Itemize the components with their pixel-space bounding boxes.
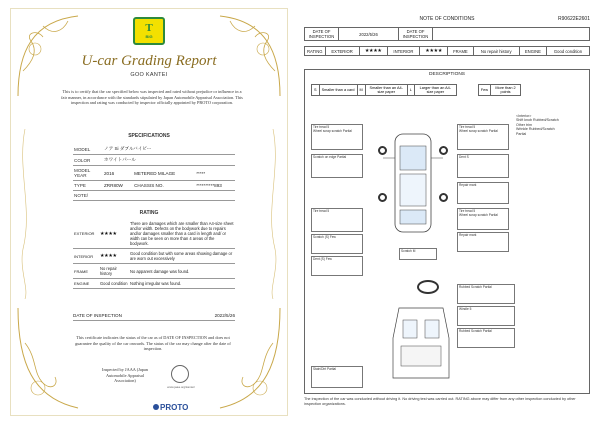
interior-stars: ★★★★ (99, 249, 129, 264)
model-value: ノア Si ダブルバイビー (103, 144, 235, 155)
condition-label: Stain/Dirt Partial (311, 366, 363, 388)
condition-label: Tire tread 5 (311, 208, 363, 232)
report-subtitle: GOO KANTEI (130, 72, 168, 78)
rating-row-exterior (73, 219, 235, 249)
rating-row-frame (73, 264, 235, 279)
date-value-2 (433, 28, 590, 41)
conditions-disclaimer: The inspection of the car was conducted without driving it. No driving test was carried out. RATING above may differ from any other inspection conducted by other inspection organizations. (304, 397, 576, 406)
certificate-note: This certificate indicates the status of the car as of DATE OF INSPECTION and does not guarantee the quality of the car onwards. The status of the car may change after the date of inspection. (75, 335, 231, 352)
condition-label: Scratch (S) Few (311, 234, 363, 254)
interior-stars: ★★★★ (420, 47, 448, 56)
wheel-rear-left-icon (378, 193, 387, 202)
proto-logo (153, 403, 188, 412)
frame-description: No apparent damage was found. (129, 264, 235, 279)
spec-row-model (73, 144, 235, 155)
specifications-heading: SPECIFICATIONS (128, 133, 170, 139)
rating-row-interior (73, 249, 235, 264)
frame-value: No repair history (473, 47, 519, 56)
wheel-front-right-icon (439, 146, 448, 155)
condition-label: Dent (S) Few (311, 256, 363, 276)
wheel-front-left-icon (378, 146, 387, 155)
wheel-rear-right-icon (439, 193, 448, 202)
date-value: 2022/5/26 (339, 28, 399, 41)
year-label: MODEL YEAR (73, 166, 103, 181)
condition-label: Rubbed Scratch Partial (457, 328, 515, 348)
exterior-description: There are damages which are smaller than A4-size sheet and/or width. Defects on the bodywork due to repairs and/or damages smaller than a card in length and/ or width can be seen on more than 4 areas of the bodywork. (129, 219, 235, 249)
inspected-by-text: Inspected by JAAA (Japan Automobile Appraisal Association) (102, 367, 148, 383)
exterior-stars: ★★★★ (359, 47, 387, 56)
condition-label: Rubbed Scratch Partial (457, 284, 515, 304)
color-label: COLOR (73, 155, 103, 166)
legend-code-s: S (312, 85, 320, 96)
condition-label: Scratch M (399, 248, 437, 260)
exterior-label: EXTERIOR (325, 47, 359, 56)
condition-label: Repair mark (457, 182, 509, 204)
frame-grade: No repair history (99, 264, 129, 279)
spec-row-type (73, 181, 235, 191)
seal-caption: www.jaaa.org/kantei/ (167, 385, 195, 389)
note-of-conditions-sheet (302, 8, 592, 416)
size-legend-table (311, 84, 521, 96)
goo-kantei-logo (133, 17, 165, 45)
chassis-value: **********893 (195, 181, 235, 191)
specifications-table (73, 144, 235, 201)
rating-table (73, 219, 235, 289)
interior-label: INTERIOR (73, 249, 99, 264)
mileage-label: METERED MILAGE (133, 166, 195, 181)
legend-code-m: M (357, 85, 365, 96)
spec-row-color (73, 155, 235, 166)
condition-label: Tire tread 5 Wheel scrap scratch Partial (311, 124, 363, 150)
frame-label: FRAME (73, 264, 99, 279)
legend-text-l: Larger than an A4-size paper (414, 85, 456, 96)
rating-heading: RATING (139, 210, 159, 216)
type-value: ZRR80W (103, 181, 133, 191)
proto-brand-text: PROTO (160, 403, 189, 412)
document-number: R90622E2601 (558, 16, 590, 22)
grading-report-certificate (10, 8, 288, 416)
legend-text-few: More than 2 points (491, 85, 521, 96)
engine-value: Good condition (547, 47, 590, 56)
descriptions-box (304, 69, 590, 394)
intro-text: This is to certify that the car specified below was inspected and rated without prejudice or influence in a fair manner, in accordance with the standards stipulated by Japan Automobile Appraisal Association. This inspection and rating was conducted by inspector officially appointed by PROTO corporation. (61, 89, 243, 106)
type-label: TYPE (73, 181, 103, 191)
frame-label: FRAME (448, 47, 473, 56)
engine-label: ENGINE (73, 279, 99, 289)
jaaa-seal-icon (171, 365, 189, 383)
logo-letter: T (145, 22, 153, 34)
model-label: MODEL (73, 144, 103, 155)
car-interior-diagram (389, 298, 453, 386)
inspection-date-value: 2022/5/26 (214, 313, 235, 318)
legend-code-few: Few (478, 85, 490, 96)
year-value: 2016 (103, 166, 133, 181)
report-title: U-car Grading Report (81, 53, 217, 69)
engine-description: Nothing irregular was found. (129, 279, 235, 289)
conditions-title: NOTE OF CONDITIONS (419, 16, 475, 22)
exterior-label: EXTERIOR (73, 219, 99, 249)
inspection-date-line (73, 313, 235, 321)
footer-logos (95, 365, 215, 417)
legend-text-s: Smaller than a card (319, 85, 357, 96)
chassis-label: CHASSIS NO. (133, 181, 195, 191)
date-label: DATE OF INSPECTION (305, 28, 339, 41)
engine-grade: Good condition (99, 279, 129, 289)
rating-label: RATING (305, 47, 326, 56)
condition-label: Tire tread 5 Wheel scrap scratch Partial (457, 124, 509, 150)
condition-label: Dent S (457, 154, 509, 178)
rating-row-engine (73, 279, 235, 289)
steering-wheel-icon (417, 280, 439, 294)
car-top-view-diagram (383, 128, 443, 238)
exterior-stars: ★★★★ (99, 219, 129, 249)
spec-row-year (73, 166, 235, 181)
interior-label: INTERIOR (387, 47, 419, 56)
legend-code-l: L (407, 85, 414, 96)
legend-text-m: Smaller than an A4-size paper (365, 85, 407, 96)
date-label-2: DATE OF INSPECTION (399, 28, 433, 41)
condition-label: Windle 5 (457, 306, 515, 326)
rating-summary-table (304, 46, 590, 56)
logo-small-text: BIG (145, 34, 153, 39)
note-value (103, 191, 235, 201)
interior-notes: <Interior> Shift knob Rubbed/Scratch Other trim Wrinkle Rubbed/Scratch Partial (516, 114, 559, 136)
condition-label: Tire tread 5 Wheel scrap scratch Partial (457, 208, 509, 230)
condition-label: Scratch on edge Partial (311, 154, 363, 178)
inspection-date-label: DATE OF INSPECTION (73, 313, 122, 318)
interior-description: Good condition but with some areas showing damage or are worn out excessively (129, 249, 235, 264)
color-value: ホワイトパール (103, 155, 235, 166)
proto-dot-icon (153, 404, 159, 410)
engine-label: ENGINE (519, 47, 546, 56)
mileage-value: ***** (195, 166, 235, 181)
spec-row-note (73, 191, 235, 201)
note-label: NOTE/ (73, 191, 103, 201)
descriptions-heading: DESCRIPTIONS (429, 72, 465, 77)
inspection-date-table (304, 27, 590, 41)
condition-label: Repair mark (457, 232, 509, 252)
